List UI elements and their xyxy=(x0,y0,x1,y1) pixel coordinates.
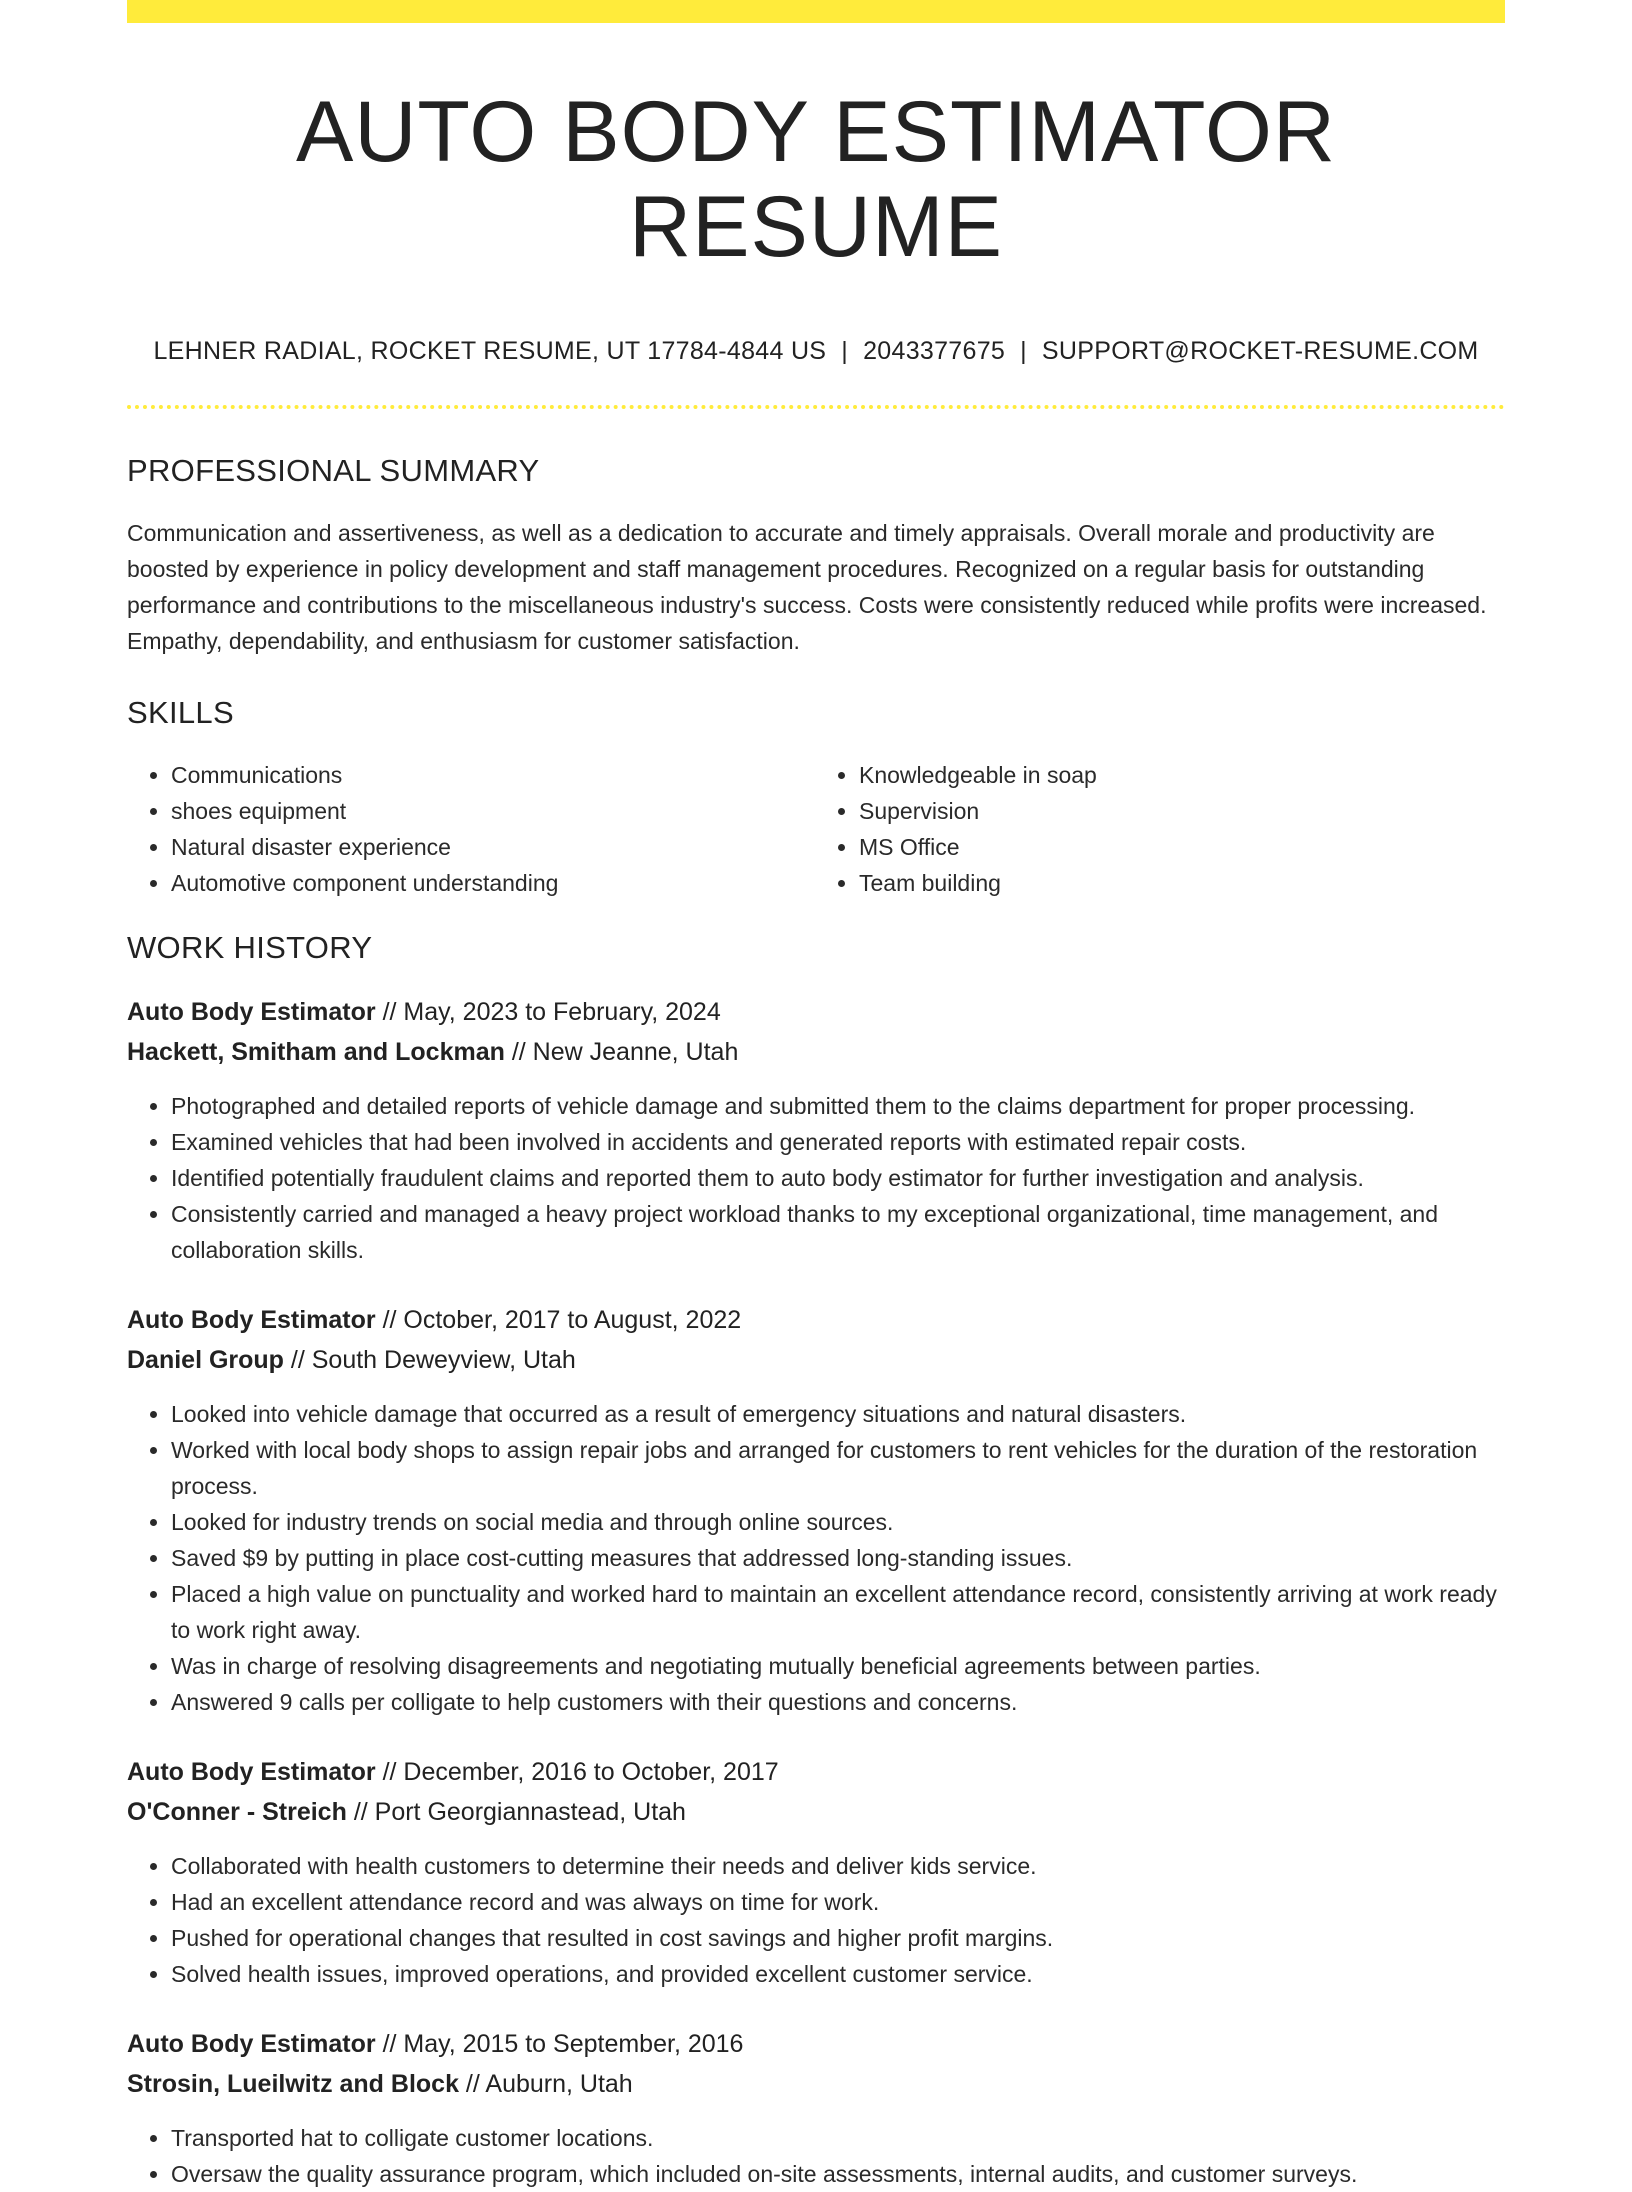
job-location: // Port Georgiannastead, Utah xyxy=(346,1798,686,1827)
skill-item: • Communications xyxy=(171,757,817,793)
job-bullet: • Examined vehicles that had been involved in accidents and generated reports with estimated repair costs. xyxy=(171,1124,1505,1160)
job-company-line xyxy=(127,1340,1505,1380)
job-entry xyxy=(127,2024,1505,2192)
skills-heading: SKILLS xyxy=(127,695,234,731)
job-bullet: • Looked for industry trends on social media and through online sources. xyxy=(171,1504,1505,1540)
job-bullet: • Had an excellent attendance record and was always on time for work. xyxy=(171,1884,1505,1920)
job-dates: // May, 2023 to February, 2024 xyxy=(375,998,721,1027)
skill-item: • Automotive component understanding xyxy=(171,865,817,901)
job-bullet: • Was in charge of resolving disagreements and negotiating mutually beneficial agreements between parties. xyxy=(171,1648,1505,1684)
top-accent-bar xyxy=(127,0,1505,23)
skill-item: • Supervision xyxy=(859,793,1505,829)
job-location: // New Jeanne, Utah xyxy=(504,1038,739,1067)
skills-list-right xyxy=(817,757,1505,901)
job-bullet: • Solved health issues, improved operations, and provided excellent customer service. xyxy=(171,1956,1505,1992)
skill-item: • Natural disaster experience xyxy=(171,829,817,865)
job-bullets xyxy=(127,2120,1505,2192)
skill-item: • Team building xyxy=(859,865,1505,901)
job-bullet: • Worked with local body shops to assign repair jobs and arranged for customers to rent vehicles for the duration of the restoration process. xyxy=(171,1432,1505,1504)
job-bullet: • Pushed for operational changes that resulted in cost savings and higher profit margins. xyxy=(171,1920,1505,1956)
job-title: Auto Body Estimator xyxy=(127,1306,376,1335)
job-entry xyxy=(127,1300,1505,1720)
job-company: Daniel Group xyxy=(127,1346,284,1375)
work-section xyxy=(127,930,1505,2192)
job-bullet: • Oversaw the quality assurance program, which included on-site assessments, internal audits, and customer surveys. xyxy=(171,2156,1505,2192)
job-company-line xyxy=(127,2064,1505,2104)
summary-section xyxy=(127,453,1505,659)
job-location: // South Deweyview, Utah xyxy=(283,1346,576,1375)
job-bullet: • Saved $9 by putting in place cost-cutting measures that addressed long-standing issues. xyxy=(171,1540,1505,1576)
job-company: Strosin, Lueilwitz and Block xyxy=(127,2070,459,2099)
job-location: // Auburn, Utah xyxy=(458,2070,633,2099)
skills-section xyxy=(127,695,1505,901)
job-bullet: • Collaborated with health customers to determine their needs and deliver kids service. xyxy=(171,1848,1505,1884)
skills-list-left xyxy=(127,757,817,901)
contact-address: LEHNER RADIAL, ROCKET RESUME, UT 17784-4844 US xyxy=(153,337,827,366)
job-bullets xyxy=(127,1848,1505,1992)
job-dates: // December, 2016 to October, 2017 xyxy=(375,1758,779,1787)
dotted-divider xyxy=(127,405,1505,409)
skill-item: • shoes equipment xyxy=(171,793,817,829)
job-bullets xyxy=(127,1396,1505,1720)
job-bullet: • Identified potentially fraudulent claims and reported them to auto body estimator for further investigation and analysis. xyxy=(171,1160,1505,1196)
job-dates: // May, 2015 to September, 2016 xyxy=(375,2030,744,2059)
skill-item: • Knowledgeable in soap xyxy=(859,757,1505,793)
job-title-line xyxy=(127,992,1505,1032)
job-title-line xyxy=(127,2024,1505,2064)
job-title-line xyxy=(127,1300,1505,1340)
job-company: O'Conner - Streich xyxy=(127,1798,347,1827)
summary-text: Communication and assertiveness, as well as a dedication to accurate and timely appraisals. Overall morale and productivity are boosted by experience in policy development and staff management procedures. Recognized on a regular basis for outstanding performance and contributions to the miscellaneous industry's success. Costs were consistently reduced while profits were increased. Empathy, dependability, and enthusiasm for customer satisfaction. xyxy=(127,520,1487,655)
job-bullets xyxy=(127,1088,1505,1268)
job-bullet: • Placed a high value on punctuality and worked hard to maintain an excellent attendance record, consistently arriving at work ready to work right away. xyxy=(171,1576,1505,1648)
job-entry xyxy=(127,1752,1505,1992)
skill-item: • MS Office xyxy=(859,829,1505,865)
job-title: Auto Body Estimator xyxy=(127,2030,376,2059)
job-entry xyxy=(127,992,1505,1268)
job-dates: // October, 2017 to August, 2022 xyxy=(375,1306,742,1335)
job-title: Auto Body Estimator xyxy=(127,1758,376,1787)
work-heading: WORK HISTORY xyxy=(127,930,373,966)
job-company-line xyxy=(127,1032,1505,1072)
job-bullet: • Looked into vehicle damage that occurred as a result of emergency situations and natural disasters. xyxy=(171,1396,1505,1432)
skills-columns xyxy=(127,757,1505,901)
resume-page xyxy=(127,0,1505,2192)
contact-phone: 2043377675 xyxy=(863,337,1006,366)
summary-heading: PROFESSIONAL SUMMARY xyxy=(127,453,540,489)
job-title: Auto Body Estimator xyxy=(127,998,376,1027)
contact-email: SUPPORT@ROCKET-RESUME.COM xyxy=(1041,337,1479,366)
contact-line xyxy=(127,337,1505,366)
job-bullet: • Consistently carried and managed a heavy project workload thanks to my exceptional organizational, time management, and collaboration skills. xyxy=(171,1196,1505,1268)
job-bullet: • Transported hat to colligate customer locations. xyxy=(171,2120,1505,2156)
job-bullet: • Answered 9 calls per colligate to help customers with their questions and concerns. xyxy=(171,1684,1505,1720)
job-bullet: • Photographed and detailed reports of vehicle damage and submitted them to the claims department for proper processing. xyxy=(171,1088,1505,1124)
contact-separator: | xyxy=(841,337,849,366)
job-company-line xyxy=(127,1792,1505,1832)
resume-title: AUTO BODY ESTIMATOR RESUME xyxy=(295,84,1337,275)
job-title-line xyxy=(127,1752,1505,1792)
contact-separator: | xyxy=(1020,337,1027,366)
job-company: Hackett, Smitham and Lockman xyxy=(127,1038,505,1067)
